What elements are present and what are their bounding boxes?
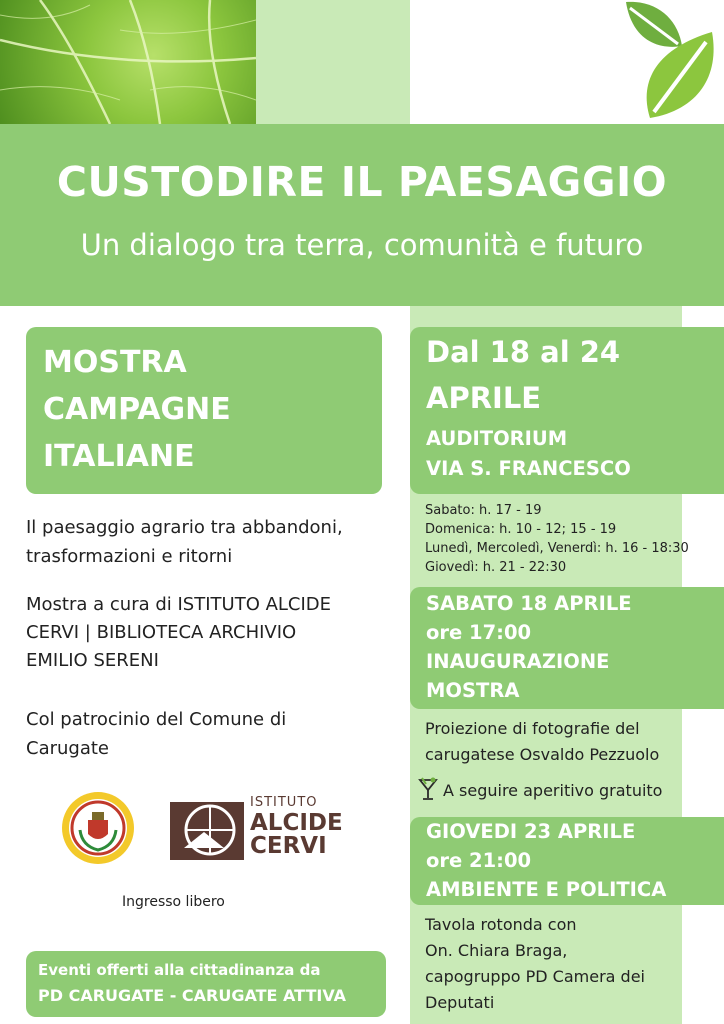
event-roundtable-box: [410, 817, 724, 905]
sponsor-line: PD CARUGATE - CARUGATE ATTIVA: [38, 986, 347, 1005]
top-light-strip: [256, 0, 410, 124]
cervi-logo-icon: [170, 792, 250, 860]
curator-text: EMILIO SERENI: [26, 650, 159, 671]
cervi-logo-line1: ALCIDE: [250, 810, 343, 836]
event-description: Tavola rotonda con: [425, 915, 577, 934]
event-time: ore 17:00: [426, 621, 532, 644]
exhibition-description: Il paesaggio agrario tra abbandoni,: [26, 517, 343, 538]
schedule-line: Giovedì: h. 21 - 22:30: [425, 560, 567, 575]
schedule-line: Sabato: h. 17 - 19: [425, 503, 542, 518]
venue-name: AUDITORIUM: [426, 427, 568, 450]
event-description: On. Chiara Braga,: [425, 941, 568, 960]
event-description: capogruppo PD Camera dei: [425, 967, 645, 986]
event-date: GIOVEDI 23 APRILE: [426, 820, 636, 843]
curator-text: CERVI | BIBLIOTECA ARCHIVIO: [26, 622, 297, 643]
page-title: CUSTODIRE IL PAESAGGIO: [56, 158, 668, 206]
event-description: Deputati: [425, 993, 495, 1012]
page-subtitle: Un dialogo tra terra, comunità e futuro: [80, 228, 644, 262]
exhibition-description: trasformazioni e ritorni: [26, 546, 233, 567]
dates-box: [410, 327, 724, 494]
leaf-photo: [0, 0, 256, 124]
cocktail-glass-icon: [418, 776, 438, 802]
patronage-text: Col patrocinio del Comune di: [26, 709, 287, 730]
header-band: [0, 124, 724, 306]
venue-address: VIA S. FRANCESCO: [426, 457, 631, 480]
schedule-line: Domenica: h. 10 - 12; 15 - 19: [425, 522, 617, 537]
event-title: INAUGURAZIONE: [426, 650, 610, 673]
event-description: Proiezione di fotografie del: [425, 719, 640, 738]
event-date: SABATO 18 APRILE: [426, 592, 632, 615]
curator-text: Mostra a cura di ISTITUTO ALCIDE: [26, 594, 332, 615]
event-title: AMBIENTE E POLITICA: [426, 878, 667, 901]
patronage-text: Carugate: [26, 738, 109, 759]
dates-range: Dal 18 al 24: [426, 335, 621, 369]
event-description: carugatese Osvaldo Pezzuolo: [425, 745, 660, 764]
sponsor-box: [26, 951, 386, 1017]
schedule-line: Lunedì, Mercoledì, Venerdì: h. 16 - 18:30: [425, 541, 689, 556]
carugate-seal-logo: [60, 790, 136, 866]
event-title: MOSTRA: [426, 679, 520, 702]
event-inauguration-box: [410, 587, 724, 709]
exhibition-title-line: CAMPAGNE: [43, 392, 231, 427]
aperitivo-text: A seguire aperitivo gratuito: [443, 781, 663, 800]
event-time: ore 21:00: [426, 849, 532, 872]
cervi-logo-top: ISTITUTO: [250, 795, 318, 810]
free-entry-text: Ingresso libero: [122, 894, 225, 910]
cervi-logo-line2: CERVI: [250, 833, 327, 859]
leaves-icon: [608, 0, 724, 124]
exhibition-title-line: MOSTRA: [43, 345, 187, 380]
sponsor-line: Eventi offerti alla cittadinanza da: [38, 961, 321, 979]
dates-month: APRILE: [426, 381, 542, 415]
exhibition-title-line: ITALIANE: [43, 439, 195, 474]
exhibition-title-box: [26, 327, 382, 494]
